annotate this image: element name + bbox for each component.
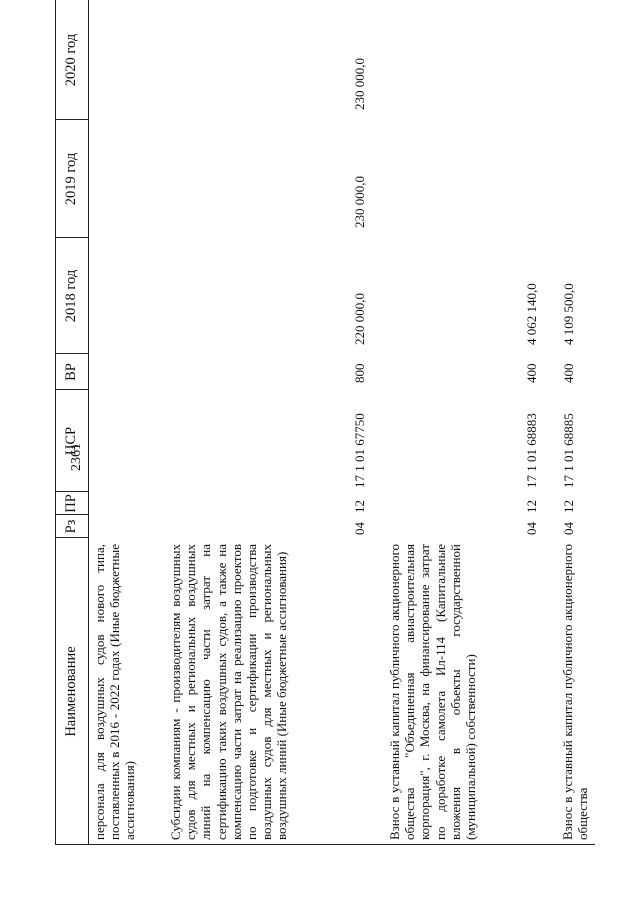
- row-2018: 4 109 500,0: [561, 283, 576, 345]
- row-csr: 17 1 01 68885: [561, 413, 576, 488]
- page-number: 2361: [69, 443, 84, 471]
- row-rz: 04: [561, 522, 576, 535]
- row-csr: 17 1 01 68883: [524, 413, 539, 488]
- header-csr: ЦСР: [63, 426, 79, 456]
- row-name: Взнос в уставный капитал публичного акционерного общества: [560, 544, 591, 840]
- header-bottom-border: [88, 0, 89, 845]
- row-vr: 400: [524, 363, 539, 383]
- row-2019: 230 000,0: [352, 176, 367, 228]
- header-2020: 2020 год: [63, 33, 79, 87]
- row-name: персонала для воздушных судов нового типа, поставленных в 2016 - 2022 годах (Иные бюджетные ассигнования): [92, 544, 138, 840]
- header-vr: ВР: [63, 363, 79, 381]
- header-2018: 2018 год: [63, 269, 79, 323]
- row-vr: 800: [352, 363, 367, 383]
- header-rz: Рз: [63, 519, 79, 534]
- row-rz: 04: [524, 522, 539, 535]
- row-vr: 400: [561, 363, 576, 383]
- row-rz: 04: [352, 522, 367, 535]
- row-pr: 12: [561, 500, 576, 513]
- row-name: Взнос в уставный капитал публичного акционерного общества "Объединенная авиастроительная корпорация", г. Москва, на финансирование затрат по доработке самолета Ил-114 (Капитальные вложения в объекты государственной (муниципальной) собственности): [387, 544, 479, 840]
- row-2020: 230 000,0: [352, 58, 367, 110]
- row-pr: 12: [524, 500, 539, 513]
- table-left-border: [55, 844, 595, 845]
- row-2018: 4 062 140,0: [524, 283, 539, 345]
- budget-table: [55, 0, 595, 845]
- row-2018: 220 000,0: [352, 293, 367, 345]
- header-pr: ПР: [63, 494, 79, 513]
- row-pr: 12: [352, 500, 367, 513]
- header-2019: 2019 год: [63, 152, 79, 206]
- row-name: Субсидии компаниям - производителям воздушных судов для местных и региональных воздушных линий на компенсацию части затрат на сертификацию таких воздушных судов, а также на компенсацию части затрат на реализацию проектов по подготовке и сертификации производства воздушных судов для местных и региональных воздушных линий (Иные бюджетные ассигнования): [168, 544, 290, 840]
- row-csr: 17 1 01 67750: [352, 413, 367, 488]
- header-name: Наименование: [63, 646, 79, 737]
